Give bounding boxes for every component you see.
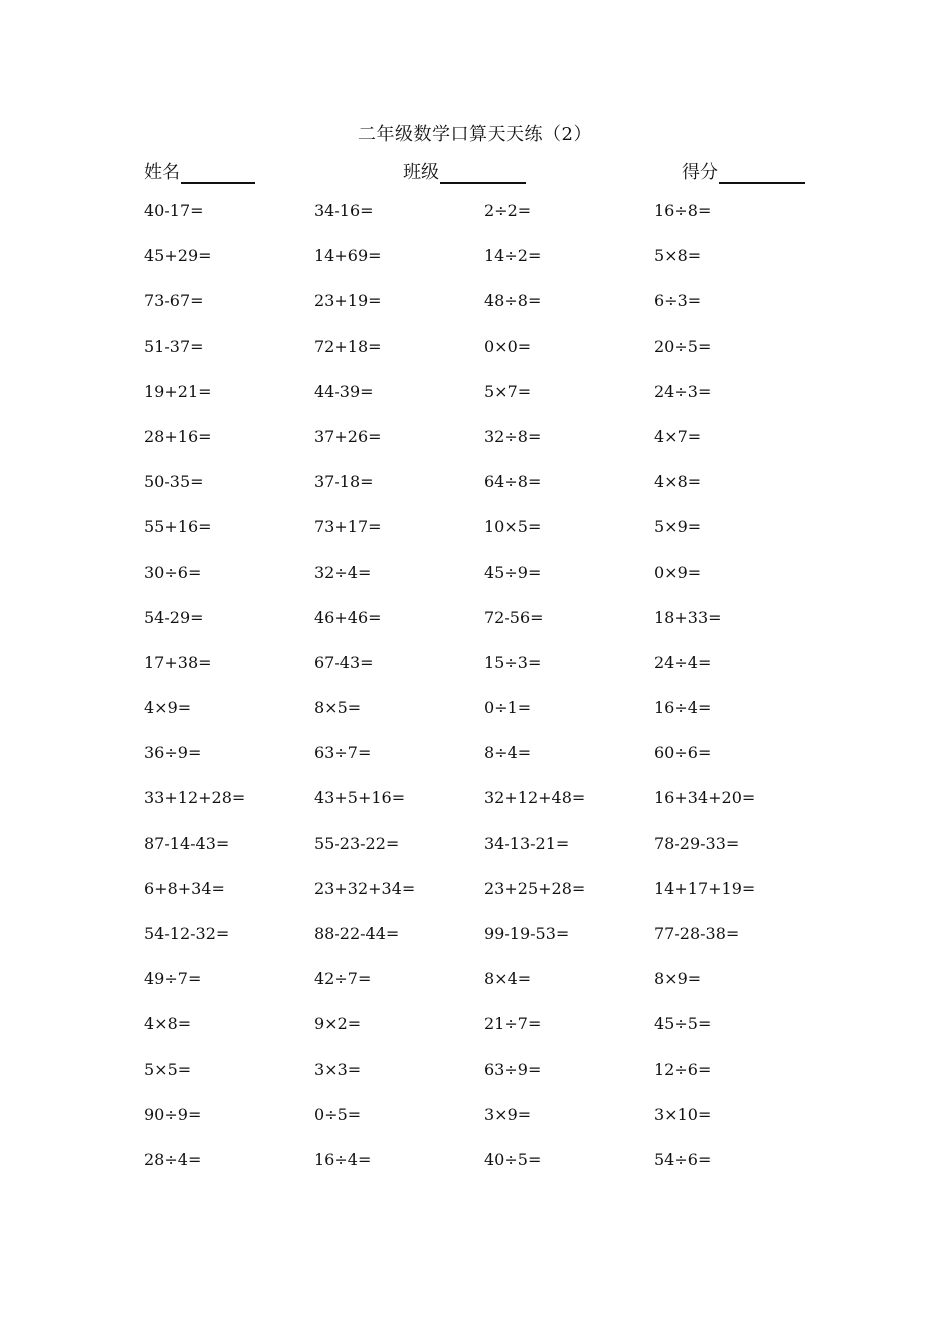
student-info-row — [0, 158, 950, 184]
arithmetic-problem: 10×5= — [484, 517, 542, 537]
arithmetic-problem: 90÷9= — [144, 1104, 202, 1124]
arithmetic-problem: 54÷6= — [654, 1149, 712, 1169]
class-blank-line — [440, 160, 526, 184]
arithmetic-problem: 46+46= — [314, 607, 382, 627]
arithmetic-problem: 64÷8= — [484, 472, 542, 492]
arithmetic-problem: 40-17= — [144, 201, 204, 220]
arithmetic-problem: 99-19-53= — [484, 924, 570, 943]
arithmetic-problem: 16÷4= — [314, 1149, 372, 1169]
arithmetic-problem: 34-13-21= — [484, 833, 570, 853]
arithmetic-problem: 2÷2= — [484, 201, 532, 220]
arithmetic-problem: 55+16= — [144, 517, 212, 537]
arithmetic-problem: 44-39= — [314, 381, 374, 401]
arithmetic-problem: 32÷4= — [314, 562, 372, 582]
arithmetic-problem: 24÷3= — [654, 381, 712, 401]
arithmetic-problem: 51-37= — [144, 336, 204, 356]
arithmetic-problem: 77-28-38= — [654, 924, 740, 943]
arithmetic-problem: 32÷8= — [484, 426, 542, 446]
arithmetic-problem: 54-29= — [144, 607, 204, 627]
arithmetic-problem: 28÷4= — [144, 1149, 202, 1169]
arithmetic-problem: 16÷4= — [654, 698, 712, 718]
arithmetic-problem: 4×8= — [654, 472, 702, 492]
arithmetic-problem: 5×8= — [654, 246, 702, 266]
arithmetic-problem: 5×9= — [654, 517, 702, 537]
arithmetic-problem: 40÷5= — [484, 1149, 542, 1169]
arithmetic-problem: 0×9= — [654, 562, 702, 582]
page-title: 二年级数学口算天天练（2） — [358, 124, 592, 145]
arithmetic-problem: 0÷1= — [484, 698, 532, 718]
score-field — [682, 158, 805, 184]
arithmetic-problem: 63÷9= — [484, 1059, 542, 1079]
name-blank-line — [181, 160, 255, 184]
arithmetic-problem: 16+34+20= — [654, 788, 756, 808]
arithmetic-problem: 50-35= — [144, 472, 204, 492]
arithmetic-problem: 20÷5= — [654, 336, 712, 356]
name-field — [144, 158, 255, 184]
arithmetic-problem: 17+38= — [144, 652, 212, 672]
arithmetic-problem: 12÷6= — [654, 1059, 712, 1079]
arithmetic-problem: 23+19= — [314, 291, 382, 311]
arithmetic-problem: 0×0= — [484, 336, 532, 356]
arithmetic-problem: 36÷9= — [144, 743, 202, 763]
arithmetic-problem: 72-56= — [484, 607, 544, 627]
arithmetic-problem: 55-23-22= — [314, 833, 400, 853]
arithmetic-problem: 73+17= — [314, 517, 382, 537]
arithmetic-problem: 37+26= — [314, 426, 382, 446]
arithmetic-problem: 37-18= — [314, 472, 374, 492]
arithmetic-problem: 6+8+34= — [144, 878, 225, 898]
class-field — [403, 158, 526, 184]
arithmetic-problem: 14+17+19= — [654, 878, 756, 898]
arithmetic-problem: 42÷7= — [314, 969, 372, 989]
arithmetic-problem: 32+12+48= — [484, 788, 586, 808]
arithmetic-problem: 6÷3= — [654, 291, 702, 311]
arithmetic-problem: 3×10= — [654, 1104, 712, 1124]
arithmetic-problem: 19+21= — [144, 381, 212, 401]
arithmetic-problem: 8×9= — [654, 969, 702, 989]
arithmetic-problem: 34-16= — [314, 201, 374, 220]
arithmetic-problem: 24÷4= — [654, 652, 712, 672]
arithmetic-problem: 23+32+34= — [314, 878, 416, 898]
arithmetic-problem: 45÷9= — [484, 562, 542, 582]
class-label: 班级 — [403, 162, 439, 183]
score-blank-line — [719, 160, 805, 184]
score-label: 得分 — [682, 162, 718, 183]
arithmetic-problem: 88-22-44= — [314, 924, 400, 943]
arithmetic-problem: 4×7= — [654, 426, 702, 446]
arithmetic-problem: 43+5+16= — [314, 788, 406, 808]
arithmetic-problem: 21÷7= — [484, 1014, 542, 1034]
arithmetic-problem: 72+18= — [314, 336, 382, 356]
arithmetic-problem: 60÷6= — [654, 743, 712, 763]
arithmetic-problem: 15÷3= — [484, 652, 542, 672]
arithmetic-problem: 18+33= — [654, 607, 722, 627]
arithmetic-problem: 49÷7= — [144, 969, 202, 989]
arithmetic-problem: 3×9= — [484, 1104, 532, 1124]
arithmetic-problem: 16÷8= — [654, 201, 712, 220]
arithmetic-problem: 4×9= — [144, 698, 192, 718]
arithmetic-problem: 14+69= — [314, 246, 382, 266]
arithmetic-problem: 4×8= — [144, 1014, 192, 1034]
arithmetic-problem: 63÷7= — [314, 743, 372, 763]
arithmetic-problem: 5×5= — [144, 1059, 192, 1079]
arithmetic-problem: 14÷2= — [484, 246, 542, 266]
arithmetic-problem: 9×2= — [314, 1014, 362, 1034]
arithmetic-problem: 8×4= — [484, 969, 532, 989]
arithmetic-problem: 8×5= — [314, 698, 362, 718]
arithmetic-problem: 87-14-43= — [144, 833, 230, 853]
arithmetic-problem: 5×7= — [484, 381, 532, 401]
arithmetic-problem: 78-29-33= — [654, 833, 740, 853]
arithmetic-problem: 3×3= — [314, 1059, 362, 1079]
arithmetic-problem: 48÷8= — [484, 291, 542, 311]
arithmetic-problem: 45÷5= — [654, 1014, 712, 1034]
arithmetic-problem: 28+16= — [144, 426, 212, 446]
arithmetic-problem: 73-67= — [144, 291, 204, 311]
arithmetic-problem: 0÷5= — [314, 1104, 362, 1124]
arithmetic-problem: 30÷6= — [144, 562, 202, 582]
arithmetic-problem: 45+29= — [144, 246, 212, 266]
arithmetic-problem: 67-43= — [314, 652, 374, 672]
arithmetic-problem: 23+25+28= — [484, 878, 586, 898]
arithmetic-problem: 8÷4= — [484, 743, 532, 763]
arithmetic-problem: 33+12+28= — [144, 788, 246, 808]
name-label: 姓名 — [144, 162, 180, 183]
arithmetic-problem: 54-12-32= — [144, 924, 230, 943]
